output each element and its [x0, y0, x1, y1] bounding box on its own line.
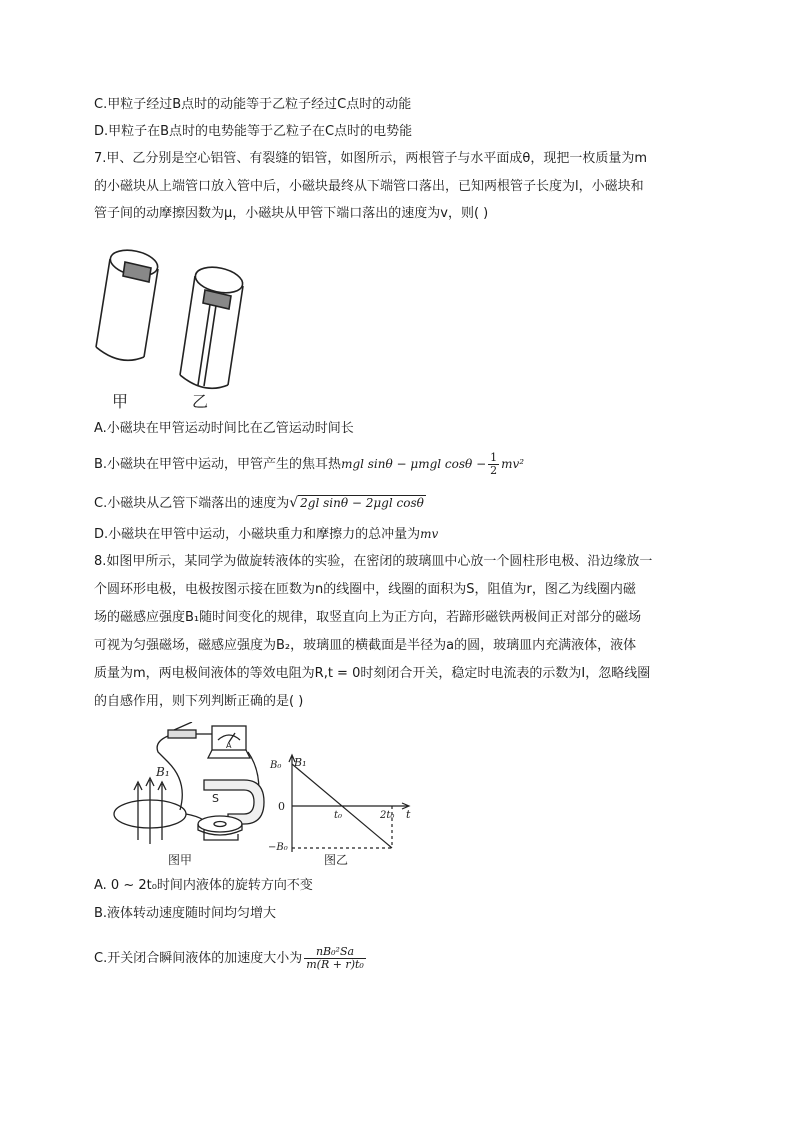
q8-stem-line-4: 可视为匀强磁场，磁感应强度为B₂，玻璃皿的横截面是半径为a的圆，玻璃皿内充满液体，液体: [94, 638, 637, 653]
q8-stem-line-5: 质量为m，两电极间液体的等效电阻为R,t = 0时刻闭合开关，稳定时电流表的示数为I，忽略线圈: [94, 666, 651, 681]
q6-option-c: C.甲粒子经过B点时的动能等于乙粒子经过C点时的动能: [94, 97, 412, 112]
q7-option-c-expr: 2gl sinθ − 2μgl cosθ: [300, 496, 424, 510]
graph-negb0-label: −B₀: [268, 842, 288, 853]
q8-option-c-fraction: $\frac{\text{nB₀²Sa}}{\text{m(R + r)t₀}}$: [306, 945, 364, 971]
q8-option-c-text: C.开关闭合瞬间液体的加速度大小为: [94, 951, 303, 966]
q7-option-c: C.小磁块从乙管下端落出的速度为√ 2gl sinθ − 2μgl cosθ: [94, 495, 424, 511]
graph-b0-label: B₀: [270, 760, 282, 771]
q7-option-b-text: B.小磁块在甲管中运动，甲管产生的焦耳热: [94, 457, 342, 472]
q8-fig-s-label: S: [212, 792, 219, 805]
q8-fig-ammeter-label: A: [226, 741, 232, 750]
q7-option-b: [94, 452, 524, 477]
q7-label-yi: 乙: [192, 392, 209, 411]
graph-2t0-label: 2t₀: [380, 810, 395, 821]
q7-tubes-figure: [94, 235, 264, 415]
q7-option-b-expr: mgl sinθ − μmgl cosθ −: [341, 457, 487, 471]
q7-option-b-tail: mv²: [501, 457, 525, 471]
q6-option-d: D.甲粒子在B点时的电势能等于乙粒子在C点时的电势能: [94, 124, 413, 139]
q7-option-d: [94, 525, 438, 544]
q7-stem-line-2: 的小磁块从上端管口放入管中后，小磁块最终从下端管口落出，已知两根管子长度为l，小磁块和: [94, 179, 644, 194]
q8-option-c: [94, 946, 368, 971]
q8-stem-line-1: 8.如图甲所示，某同学为做旋转液体的实验，在密闭的玻璃皿中心放一个圆柱形电极、沿边缘放一: [94, 554, 653, 569]
q7-option-b-fraction: $\frac{1}{2}$: [490, 451, 498, 477]
q7-stem-line-1: 7.甲、乙分别是空心铝管、有裂缝的铝管，如图所示，两根管子与水平面成θ，现把一枚质量为m: [94, 151, 648, 166]
q7-option-d-text: D.小磁块在甲管中运动，小磁块重力和摩擦力的总冲量为: [94, 527, 421, 542]
q8-option-a: A. 0 ~ 2t₀时间内液体的旋转方向不变: [94, 878, 313, 893]
graph-origin-label: 0: [278, 800, 285, 813]
q7-stem-line-3: 管子间的动摩擦因数为μ，小磁块从甲管下端口落出的速度为v，则( ): [94, 206, 489, 221]
q7-label-jia: 甲: [112, 392, 129, 411]
q8-option-b: B.液体转动速度随时间均匀增大: [94, 906, 277, 921]
q8-graph-figure: [268, 752, 418, 868]
graph-t0-label: t₀: [334, 810, 343, 821]
q8-fig-right-caption: 图乙: [324, 853, 349, 867]
q8-apparatus-figure: [108, 722, 268, 870]
q7-option-a: A.小磁块在甲管运动时间比在乙管运动时间长: [94, 421, 354, 436]
q7-option-d-expr: mv: [420, 527, 439, 541]
q8-stem-line-3: 场的磁感应强度B₁随时间变化的规律，取竖直向上为正方向，若蹄形磁铁两极间正对部分的磁场: [94, 610, 642, 625]
q8-stem-line-2: 个圆环形电极，电极按图示接在匝数为n的线圈中，线圈的面积为S，阻值为r，图乙为线圈内磁: [94, 582, 636, 597]
q8-fig-left-caption: 图甲: [168, 853, 193, 867]
graph-ylabel: B₁: [294, 756, 307, 769]
q7-option-c-text: C.小磁块从乙管下端落出的速度为: [94, 496, 290, 511]
graph-t-label: t: [406, 808, 411, 821]
q8-stem-line-6: 的自感作用，则下列判断正确的是( ): [94, 694, 304, 709]
q8-fig-b1-label: B₁: [156, 765, 170, 779]
